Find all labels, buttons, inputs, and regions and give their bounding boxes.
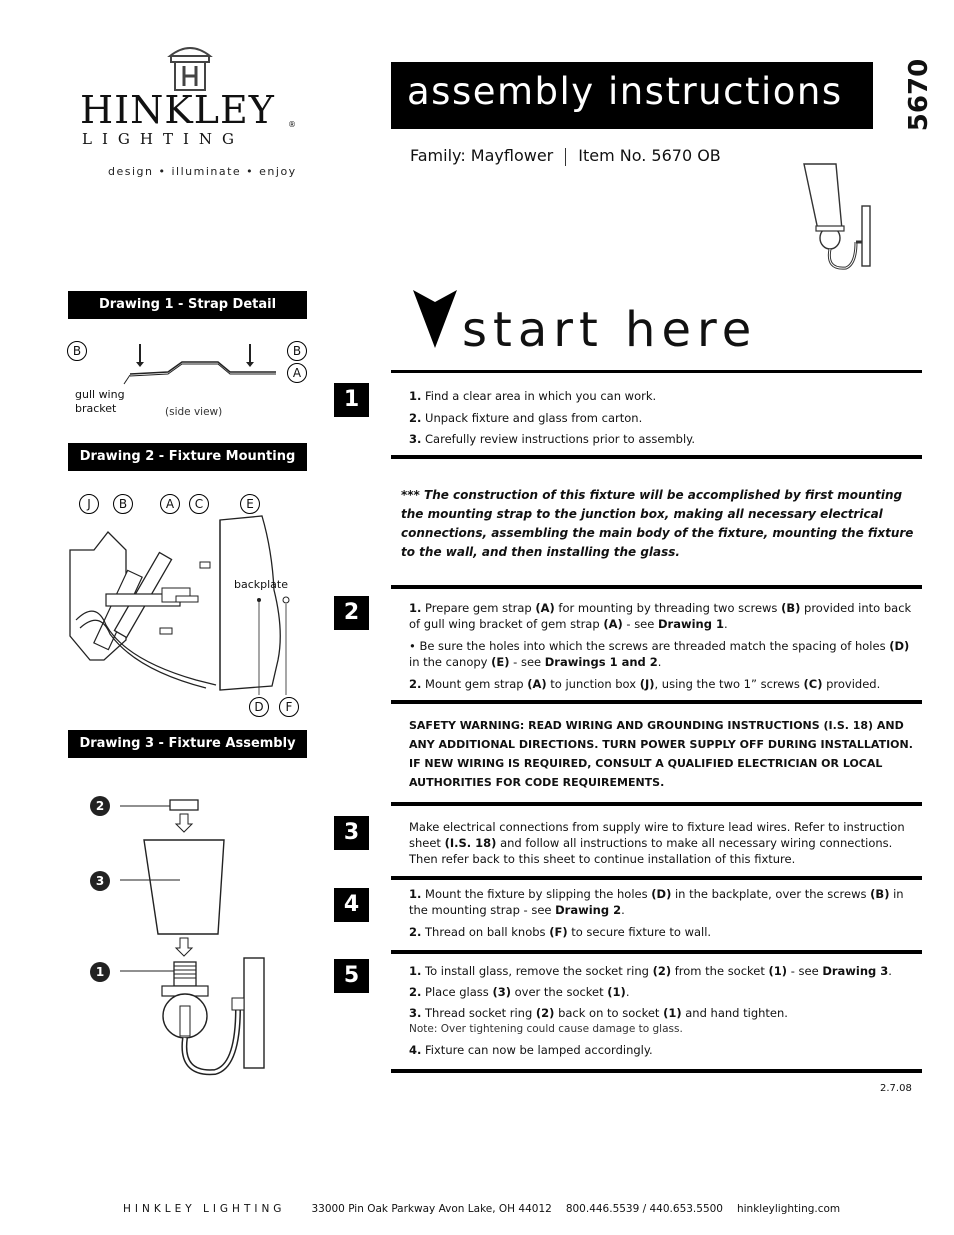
footer-address: 33000 Pin Oak Parkway Avon Lake, OH 44012 — [311, 1203, 552, 1215]
side-view-caption: (side view) — [165, 406, 223, 418]
footer-phone: 800.446.5539 / 440.653.5500 — [565, 1203, 723, 1215]
label-3: 3 — [90, 871, 110, 891]
divider — [391, 1069, 922, 1073]
drawing-1-label: Drawing 1 - Strap Detail — [68, 291, 307, 319]
step-5-note: Note: Over tightening could cause damage to glass. — [409, 1023, 683, 1035]
step-1-number: 1 — [334, 383, 369, 417]
step-2-text — [409, 600, 914, 692]
registered-mark: ® — [288, 120, 296, 129]
step-1-text — [409, 386, 914, 451]
lantern-logo-icon — [165, 44, 215, 92]
divider — [391, 802, 922, 806]
bracket-text: bracket — [75, 402, 117, 415]
step-2-item-2: 2. Mount gem strap (A) to junction box (J), using the two 1” screws (C) provided. — [409, 677, 881, 691]
step-4-number: 4 — [334, 888, 369, 922]
safety-warning: SAFETY WARNING: READ WIRING AND GROUNDING INSTRUCTIONS (I.S. 18) AND ANY ADDITIONAL DIRECTIONS. TURN POWER SUPPLY OFF DURING INSTALLATION. IF NEW WIRING IS REQUIRED, CONSULT A QUALIFIED ELECTRICIAN OR LOCAL AUTHORITIES FOR CODE REQUIREMENTS. — [409, 719, 913, 789]
step-3-text: Make electrical connections from supply wire to fixture lead wires. Refer to instruction sheet (I.S. 18) and follow all instructions to make all necessary wiring connections. Then refer back to this sheet to continue installation of this fixture. — [409, 820, 905, 866]
divider — [391, 700, 922, 704]
page-title: assembly instructions — [407, 70, 843, 113]
divider — [391, 950, 922, 954]
gull-wing-caption — [75, 388, 125, 416]
fixture-mounting-drawing — [66, 510, 306, 695]
construction-intro: *** The construction of this fixture will be accomplished by first mounting the mounting strap to the junction box, making all necessary electrical connections, assembling the main body of the fixture, mounting the fixture to the wall, and then installing the glass. — [401, 488, 914, 559]
divider — [391, 370, 922, 373]
logo-subtitle: LIGHTING — [82, 130, 244, 148]
step-3-number: 3 — [334, 816, 369, 850]
divider — [391, 455, 922, 459]
family-line — [410, 146, 721, 166]
footer-website-link[interactable]: hinkleylighting.com — [736, 1203, 841, 1215]
footer-brand: HINKLEY LIGHTING — [123, 1203, 286, 1215]
step-5-number: 5 — [334, 959, 369, 993]
step-5-item-3: 3. Thread socket ring (2) back on to socket (1) and hand tighten. — [409, 1006, 788, 1020]
drawing-3-label: Drawing 3 - Fixture Assembly — [68, 730, 307, 758]
step-5-item-4: 4. Fixture can now be lamped accordingly. — [409, 1043, 653, 1057]
item-code-vertical — [893, 58, 935, 132]
divider — [391, 585, 922, 589]
step-4-item-2: 2. Thread on ball knobs (F) to secure fixture to wall. — [409, 925, 712, 939]
label-1: 1 — [90, 962, 110, 982]
divider — [565, 148, 566, 166]
step-2-number: 2 — [334, 596, 369, 630]
label-a: A — [160, 494, 180, 514]
label-e: E — [240, 494, 260, 514]
start-arrow-icon — [413, 290, 457, 348]
label-j: J — [79, 494, 99, 514]
start-here-heading: start here — [462, 302, 758, 358]
step-1-item-1: 1. Find a clear area in which you can work. — [409, 389, 657, 403]
logo-wordmark: HINKLEY — [80, 88, 275, 132]
fixture-assembly-drawing — [100, 790, 280, 1080]
label-c: C — [189, 494, 209, 514]
revision-date: 2.7.08 — [880, 1083, 912, 1094]
label-b-left: B — [67, 341, 87, 361]
backplate-caption: backplate — [234, 578, 289, 591]
gull-wing-text: gull wing — [75, 388, 125, 401]
label-2: 2 — [90, 796, 110, 816]
footer — [123, 1203, 840, 1215]
step-4-text — [409, 886, 914, 940]
family-name: Family: Mayflower — [410, 146, 554, 165]
step-4-item-1: 1. Mount the fixture by slipping the holes (D) in the backplate, over the screws (B) in the mounting strap - see Drawing 2. — [409, 887, 904, 917]
drawing-2-label: Drawing 2 - Fixture Mounting — [68, 443, 307, 471]
label-a: A — [287, 363, 307, 383]
title-bar — [391, 62, 873, 129]
item-code: 5670 — [904, 58, 935, 132]
step-1-item-3: 3. Carefully review instructions prior to assembly. — [409, 432, 695, 446]
strap-detail-drawing — [90, 336, 310, 386]
sconce-fixture-illustration — [796, 158, 880, 278]
step-2-bullet: • Be sure the holes into which the screws are threaded match the spacing of holes (D) in the canopy (E) - see Drawings 1 and 2. — [409, 639, 910, 669]
step-5-item-1: 1. To install glass, remove the socket ring (2) from the socket (1) - see Drawing 3. — [409, 964, 892, 978]
step-1-item-2: 2. Unpack fixture and glass from carton. — [409, 410, 643, 425]
step-2-item-1: 1. Prepare gem strap (A) for mounting by threading two screws (B) provided into back of gull wing bracket of gem strap (A) - see Drawing 1. — [409, 601, 912, 631]
logo-tagline: design • illuminate • enjoy — [108, 165, 297, 178]
label-b-right: B — [287, 341, 307, 361]
step-5-text — [409, 963, 914, 1058]
label-b: B — [113, 494, 133, 514]
step-5-item-2: 2. Place glass (3) over the socket (1). — [409, 985, 630, 999]
divider — [391, 876, 922, 880]
label-d: D — [249, 697, 269, 717]
label-f: F — [279, 697, 299, 717]
item-number: Item No. 5670 OB — [578, 146, 721, 165]
